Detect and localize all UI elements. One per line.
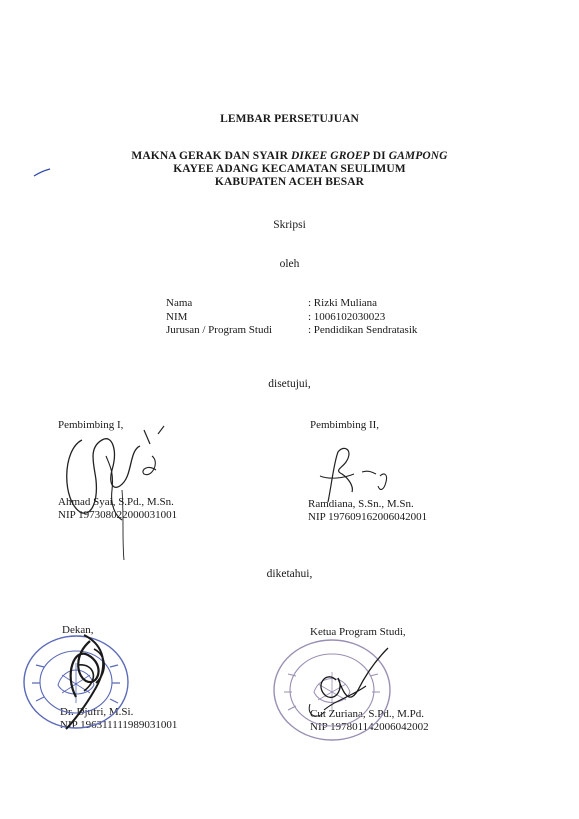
thesis-title-line3: KABUPATEN ACEH BESAR <box>214 176 365 188</box>
supervisor1-nip: NIP 197308022000031001 <box>58 509 178 521</box>
field-value-nim: : 1006102030023 <box>308 311 386 323</box>
thesis-title-line2: KAYEE ADANG KECAMATAN SEULIMUM <box>173 163 406 175</box>
field-label-nama: Nama <box>166 297 193 309</box>
title-italic2: GAMPONG <box>388 150 448 162</box>
dean-nip: NIP 196311111989031001 <box>60 719 178 731</box>
dean-name: Dr. Djufri, M.Si. <box>60 706 134 718</box>
supervisor1-role: Pembimbing I, <box>58 419 124 431</box>
dean-role: Dekan, <box>62 624 94 636</box>
field-label-program: Jurusan / Program Studi <box>166 324 273 336</box>
title-part2: DI <box>369 150 389 162</box>
supervisor2-name: Ramdiana, S.Sn., M.Sn. <box>308 498 414 510</box>
chair-name: Cut Zuriana, S.Pd., M.Pd. <box>310 708 424 720</box>
supervisor2-nip: NIP 197609162006042001 <box>308 511 428 523</box>
field-value-nama: : Rizki Muliana <box>308 297 378 309</box>
chair-role: Ketua Program Studi, <box>310 626 406 638</box>
thesis-title-line1 <box>0 150 579 162</box>
chair-nip: NIP 197801142006042002 <box>310 721 429 733</box>
title-italic1: DIKEE GROEP <box>291 150 370 162</box>
field-label-nim: NIM <box>166 311 188 323</box>
supervisor1-signature <box>52 420 192 560</box>
supervisor1-name: Ahmad Syai, S.Pd., M.Sn. <box>58 496 174 508</box>
document-heading: LEMBAR PERSETUJUAN <box>220 113 359 125</box>
by-label: oleh <box>279 258 300 270</box>
title-part1: MAKNA GERAK DAN SYAIR <box>131 150 292 162</box>
document-type: Skripsi <box>273 219 306 231</box>
field-value-program: : Pendidikan Sendratasik <box>308 324 418 336</box>
approved-label: disetujui, <box>268 378 311 390</box>
acknowledged-label: diketahui, <box>266 568 313 580</box>
supervisor2-role: Pembimbing II, <box>310 419 380 431</box>
